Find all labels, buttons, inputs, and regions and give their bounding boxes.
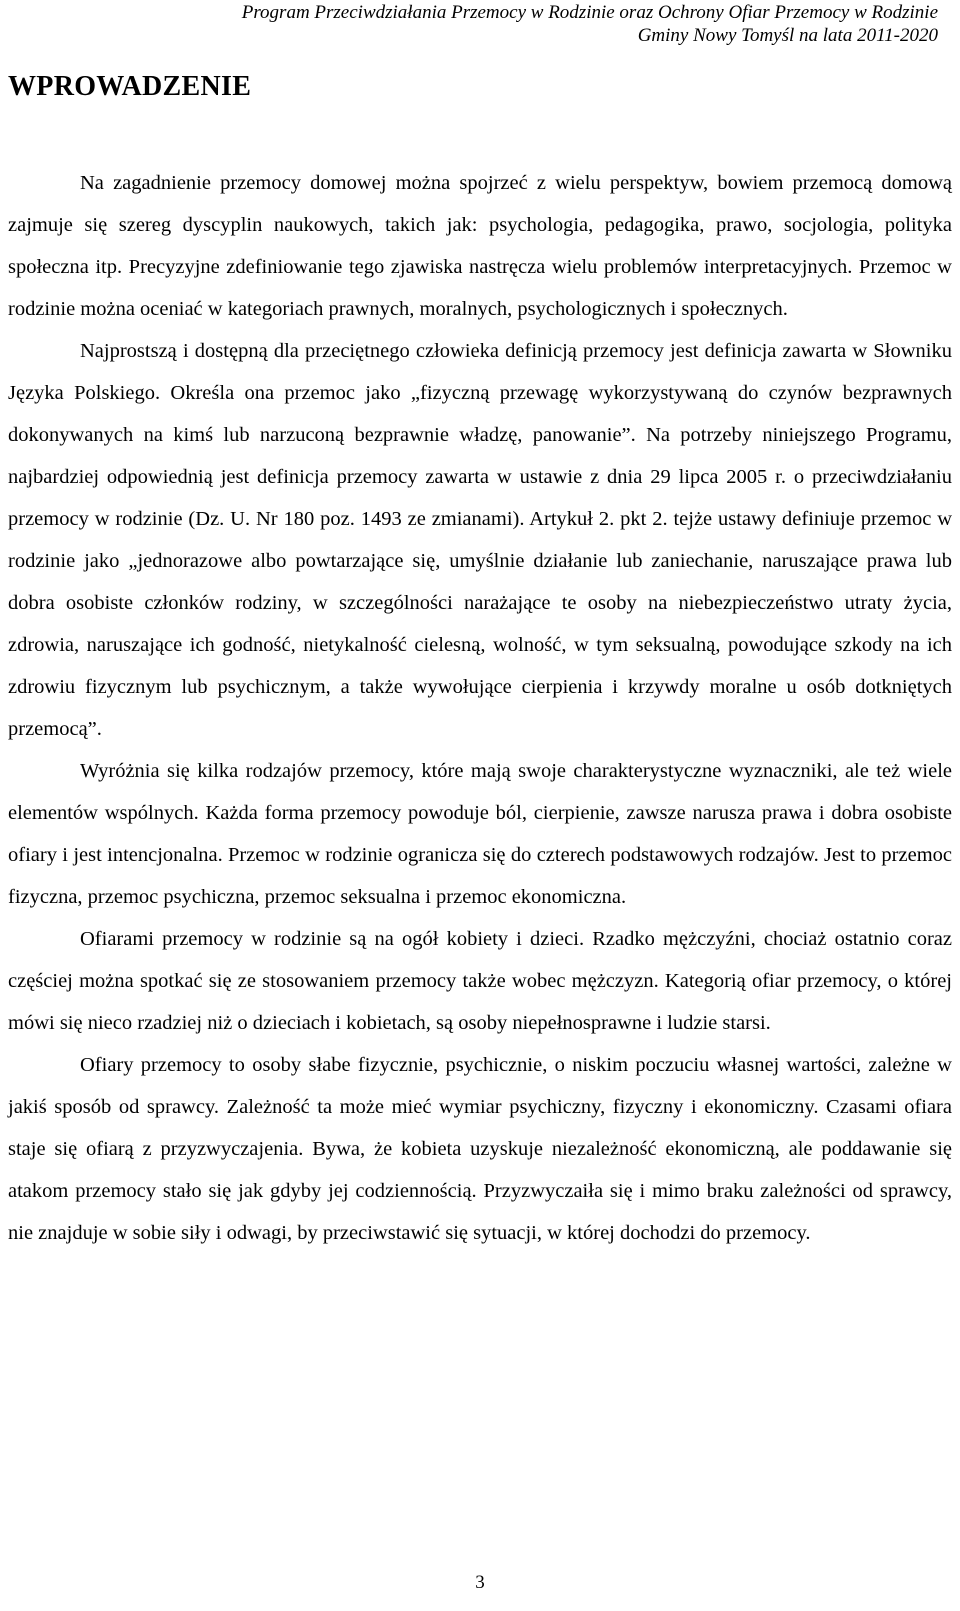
paragraph-3: Wyróżnia się kilka rodzajów przemocy, które mają swoje charakterystyczne wyznaczniki, ale też wiele elementów wspólnych. Każda forma przemocy powoduje ból, cierpienie, zawsze narusza prawa i dobra osobiste ofiary i jest intencjonalna. Przemoc w rodzinie ogranicza się do czterech podstawowych rodzajów. Jest to przemoc fizyczna, przemoc psychiczna, przemoc seksualna i przemoc ekonomiczna. — [8, 760, 952, 908]
header-line-1: Program Przeciwdziałania Przemocy w Rodzinie oraz Ochrony Ofiar Przemocy w Rodzinie — [241, 2, 938, 23]
header-line-2: Gminy Nowy Tomyśl na lata 2011-2020 — [637, 25, 938, 46]
paragraph-1: Na zagadnienie przemocy domowej można spojrzeć z wielu perspektyw, bowiem przemocą domową zajmuje się szereg dyscyplin naukowych, takich jak: psychologia, pedagogika, prawo, socjologia, polityka społeczna itp. Precyzyjne zdefiniowanie tego zjawiska nastręcza wielu problemów interpretacyjnych. Przemoc w rodzinie można oceniać w kategoriach prawnych, moralnych, psychologicznych i społecznych. — [8, 172, 952, 320]
paragraph-5: Ofiary przemocy to osoby słabe fizycznie, psychicznie, o niskim poczuciu własnej wartości, zależne w jakiś sposób od sprawcy. Zależność ta może mieć wymiar psychiczny, fizyczny i ekonomiczny. Czasami ofiara staje się ofiarą z przyzwyczajenia. Bywa, że kobieta uzyskuje niezależność ekonomiczną, ale poddawanie się atakom przemocy stało się jak gdyby jej codziennością. Przyzwyczaiła się i mimo braku zależności od sprawcy, nie znajduje w sobie siły i odwagi, by przeciwstawić się sytuacji, w której dochodzi do przemocy. — [8, 1054, 952, 1244]
page-number: 3 — [475, 1572, 485, 1593]
running-header — [38, 1, 938, 47]
section-title: WPROWADZENIE — [8, 71, 252, 102]
paragraph-4: Ofiarami przemocy w rodzinie są na ogół kobiety i dzieci. Rzadko mężczyźni, chociaż ostatnio coraz częściej można spotkać się ze stosowaniem przemocy także wobec mężczyzn. Kategorią ofiar przemocy, o której mówi się nieco rzadziej niż o dzieciach i kobietach, są osoby niepełnosprawne i ludzie starsi. — [8, 928, 952, 1034]
paragraph-2: Najprostszą i dostępną dla przeciętnego człowieka definicją przemocy jest definicja zawarta w Słowniku Języka Polskiego. Określa ona przemoc jako „fizyczną przewagę wykorzystywaną do czynów bezprawnych dokonywanych na kimś lub narzuconą bezprawnie władzę, panowanie”. Na potrzeby niniejszego Programu, najbardziej odpowiednią jest definicja przemocy zawarta w ustawie z dnia 29 lipca 2005 r. o przeciwdziałaniu przemocy w rodzinie (Dz. U. Nr 180 poz. 1493 ze zmianami). Artykuł 2. pkt 2. tejże ustawy definiuje przemoc w rodzinie jako „jednorazowe albo powtarzające się, umyślnie działanie lub zaniechanie, naruszające prawa lub dobra osobiste członków rodziny, w szczególności narażające te osoby na niebezpieczeństwo utraty życia, zdrowia, naruszające ich godność, nietykalność cielesną, wolność, w tym seksualną, powodujące szkody na ich zdrowiu fizycznym lub psychicznym, a także wywołujące cierpienia i krzywdy moralne u osób dotkniętych przemocą”. — [8, 340, 952, 740]
body-text — [8, 162, 952, 1254]
